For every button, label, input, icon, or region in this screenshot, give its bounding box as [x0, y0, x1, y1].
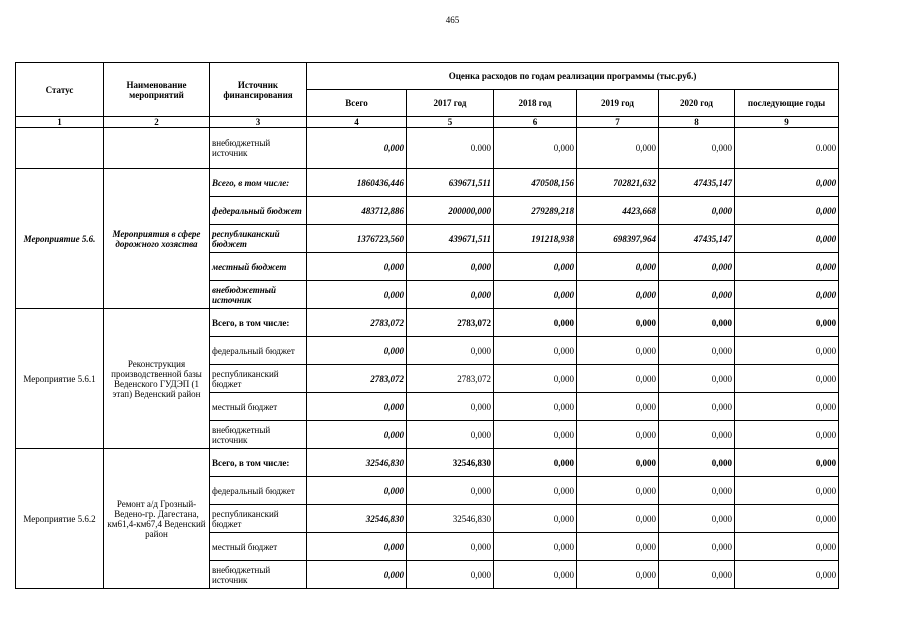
status-cell: Мероприятие 5.6.: [16, 169, 104, 309]
value-total: 2783,072: [307, 309, 407, 337]
source-cell: федеральный бюджет: [210, 477, 307, 505]
value-2017: 0,000: [407, 477, 494, 505]
value-total: 483712,886: [307, 197, 407, 225]
source-cell: местный бюджет: [210, 533, 307, 561]
value-2017: 32546,830: [407, 449, 494, 477]
value-total: 32546,830: [307, 449, 407, 477]
value-later: 0,000: [735, 309, 839, 337]
value-2020: 0,000: [659, 281, 735, 309]
value-later: 0,000: [735, 421, 839, 449]
source-cell: федеральный бюджет: [210, 197, 307, 225]
value-2018: 0,000: [494, 449, 577, 477]
page-number: 465: [445, 15, 460, 25]
value-2020: 0,000: [659, 393, 735, 421]
source-cell: местный бюджет: [210, 393, 307, 421]
value-2018: 0,000: [494, 421, 577, 449]
value-later: 0,000: [735, 337, 839, 365]
column-number: 7: [577, 117, 659, 128]
source-cell: внебюджетный источник: [210, 128, 307, 169]
value-2020: 0,000: [659, 253, 735, 281]
value-2017: 0,000: [407, 281, 494, 309]
value-2019: 0,000: [577, 561, 659, 589]
value-2018: 191218,938: [494, 225, 577, 253]
table-row: [16, 449, 839, 477]
value-2017: 0,000: [407, 253, 494, 281]
header-year-2020: 2020 год: [659, 90, 735, 117]
value-later: 0.000: [735, 128, 839, 169]
value-2018: 0,000: [494, 393, 577, 421]
value-2020: 0,000: [659, 421, 735, 449]
value-total: 0,000: [307, 477, 407, 505]
value-2017: 0,000: [407, 533, 494, 561]
value-total: 32546,830: [307, 505, 407, 533]
value-2018: 279289,218: [494, 197, 577, 225]
value-2018: 470508,156: [494, 169, 577, 197]
value-2020: 0,000: [659, 533, 735, 561]
value-2019: 0,000: [577, 281, 659, 309]
column-number: 6: [494, 117, 577, 128]
source-cell: Всего, в том числе:: [210, 309, 307, 337]
value-2017: 2783,072: [407, 365, 494, 393]
value-later: 0,000: [735, 393, 839, 421]
name-cell: [104, 128, 210, 169]
value-2019: 0,000: [577, 365, 659, 393]
value-2017: 200000,000: [407, 197, 494, 225]
value-2018: 0,000: [494, 309, 577, 337]
value-later: 0,000: [735, 561, 839, 589]
table-row: [16, 169, 839, 197]
status-cell: Мероприятие 5.6.1: [16, 309, 104, 449]
value-2020: 0,000: [659, 197, 735, 225]
source-cell: Всего, в том числе:: [210, 169, 307, 197]
name-cell: Ремонт а/д Грозный-Ведено-гр. Дагестана, км61,4-км67,4 Веденский район: [104, 449, 210, 589]
header-estimate: Оценка расходов по годам реализации программы (тыс.руб.): [307, 63, 839, 90]
column-number: 4: [307, 117, 407, 128]
status-cell: Мероприятие 5.6.2: [16, 449, 104, 589]
value-2017: 439671,511: [407, 225, 494, 253]
value-2018: 0,000: [494, 281, 577, 309]
value-2019: 0,000: [577, 393, 659, 421]
value-2019: 0,000: [577, 449, 659, 477]
column-number: 1: [16, 117, 104, 128]
table-row: [16, 128, 839, 169]
value-2019: 0,000: [577, 421, 659, 449]
value-2017: 0,000: [407, 561, 494, 589]
column-number: 5: [407, 117, 494, 128]
header-year-2019: 2019 год: [577, 90, 659, 117]
value-2017: 0,000: [407, 421, 494, 449]
source-cell: Всего, в том числе:: [210, 449, 307, 477]
column-number: 3: [210, 117, 307, 128]
value-2019: 0,000: [577, 533, 659, 561]
value-later: 0,000: [735, 477, 839, 505]
column-number: 9: [735, 117, 839, 128]
column-number: 8: [659, 117, 735, 128]
source-cell: республиканский бюджет: [210, 365, 307, 393]
value-2019: 0,000: [577, 128, 659, 169]
table-row: [16, 309, 839, 337]
value-2018: 0,000: [494, 505, 577, 533]
value-2020: 0,000: [659, 309, 735, 337]
status-cell: [16, 128, 104, 169]
value-later: 0,000: [735, 197, 839, 225]
value-2018: 0,000: [494, 533, 577, 561]
value-later: 0,000: [735, 505, 839, 533]
value-2020: 0,000: [659, 561, 735, 589]
value-2018: 0,000: [494, 128, 577, 169]
value-total: 0,000: [307, 281, 407, 309]
header-source: Источник финансирования: [210, 63, 307, 117]
value-2019: 0,000: [577, 253, 659, 281]
value-later: 0,000: [735, 449, 839, 477]
value-later: 0,000: [735, 169, 839, 197]
header-year-total: Всего: [307, 90, 407, 117]
value-2020: 0,000: [659, 128, 735, 169]
source-cell: внебюджетный источник: [210, 281, 307, 309]
value-2018: 0,000: [494, 365, 577, 393]
value-total: 0,000: [307, 337, 407, 365]
value-2019: 4423,668: [577, 197, 659, 225]
value-2019: 0,000: [577, 337, 659, 365]
source-cell: внебюджетный источник: [210, 561, 307, 589]
value-total: 2783,072: [307, 365, 407, 393]
value-total: 0,000: [307, 561, 407, 589]
value-2019: 0,000: [577, 309, 659, 337]
name-cell: Реконструкция производственной базы Веденского ГУДЭП (1 этап) Веденский район: [104, 309, 210, 449]
header-year-later: последующие годы: [735, 90, 839, 117]
value-2018: 0,000: [494, 337, 577, 365]
value-2017: 0.000: [407, 128, 494, 169]
value-2017: 32546,830: [407, 505, 494, 533]
value-2018: 0,000: [494, 561, 577, 589]
header-status: Статус: [16, 63, 104, 117]
value-2020: 0,000: [659, 449, 735, 477]
value-2020: 47435,147: [659, 225, 735, 253]
value-2020: 0,000: [659, 477, 735, 505]
value-2019: 0,000: [577, 505, 659, 533]
source-cell: республиканский бюджет: [210, 505, 307, 533]
column-number: 2: [104, 117, 210, 128]
header-year-2018: 2018 год: [494, 90, 577, 117]
header-year-2017: 2017 год: [407, 90, 494, 117]
value-later: 0,000: [735, 365, 839, 393]
value-2020: 47435,147: [659, 169, 735, 197]
value-later: 0,000: [735, 225, 839, 253]
value-later: 0,000: [735, 533, 839, 561]
value-total: 0,000: [307, 128, 407, 169]
value-total: 0,000: [307, 393, 407, 421]
source-cell: федеральный бюджет: [210, 337, 307, 365]
value-total: 1860436,446: [307, 169, 407, 197]
value-2017: 0,000: [407, 393, 494, 421]
value-2020: 0,000: [659, 337, 735, 365]
header-name: Наименование мероприятий: [104, 63, 210, 117]
name-cell: Мероприятия в сфере дорожного хозяства: [104, 169, 210, 309]
value-2019: 698397,964: [577, 225, 659, 253]
value-later: 0,000: [735, 253, 839, 281]
source-cell: внебюджетный источник: [210, 421, 307, 449]
value-total: 0,000: [307, 253, 407, 281]
source-cell: местный бюджет: [210, 253, 307, 281]
value-2019: 702821,632: [577, 169, 659, 197]
value-2018: 0,000: [494, 477, 577, 505]
value-2020: 0,000: [659, 365, 735, 393]
value-later: 0,000: [735, 281, 839, 309]
value-2018: 0,000: [494, 253, 577, 281]
source-cell: республиканский бюджет: [210, 225, 307, 253]
value-2017: 639671,511: [407, 169, 494, 197]
budget-table: [15, 62, 839, 589]
value-2017: 2783,072: [407, 309, 494, 337]
value-total: 0,000: [307, 533, 407, 561]
value-2017: 0,000: [407, 337, 494, 365]
value-2019: 0,000: [577, 477, 659, 505]
value-total: 1376723,560: [307, 225, 407, 253]
value-2020: 0,000: [659, 505, 735, 533]
value-total: 0,000: [307, 421, 407, 449]
